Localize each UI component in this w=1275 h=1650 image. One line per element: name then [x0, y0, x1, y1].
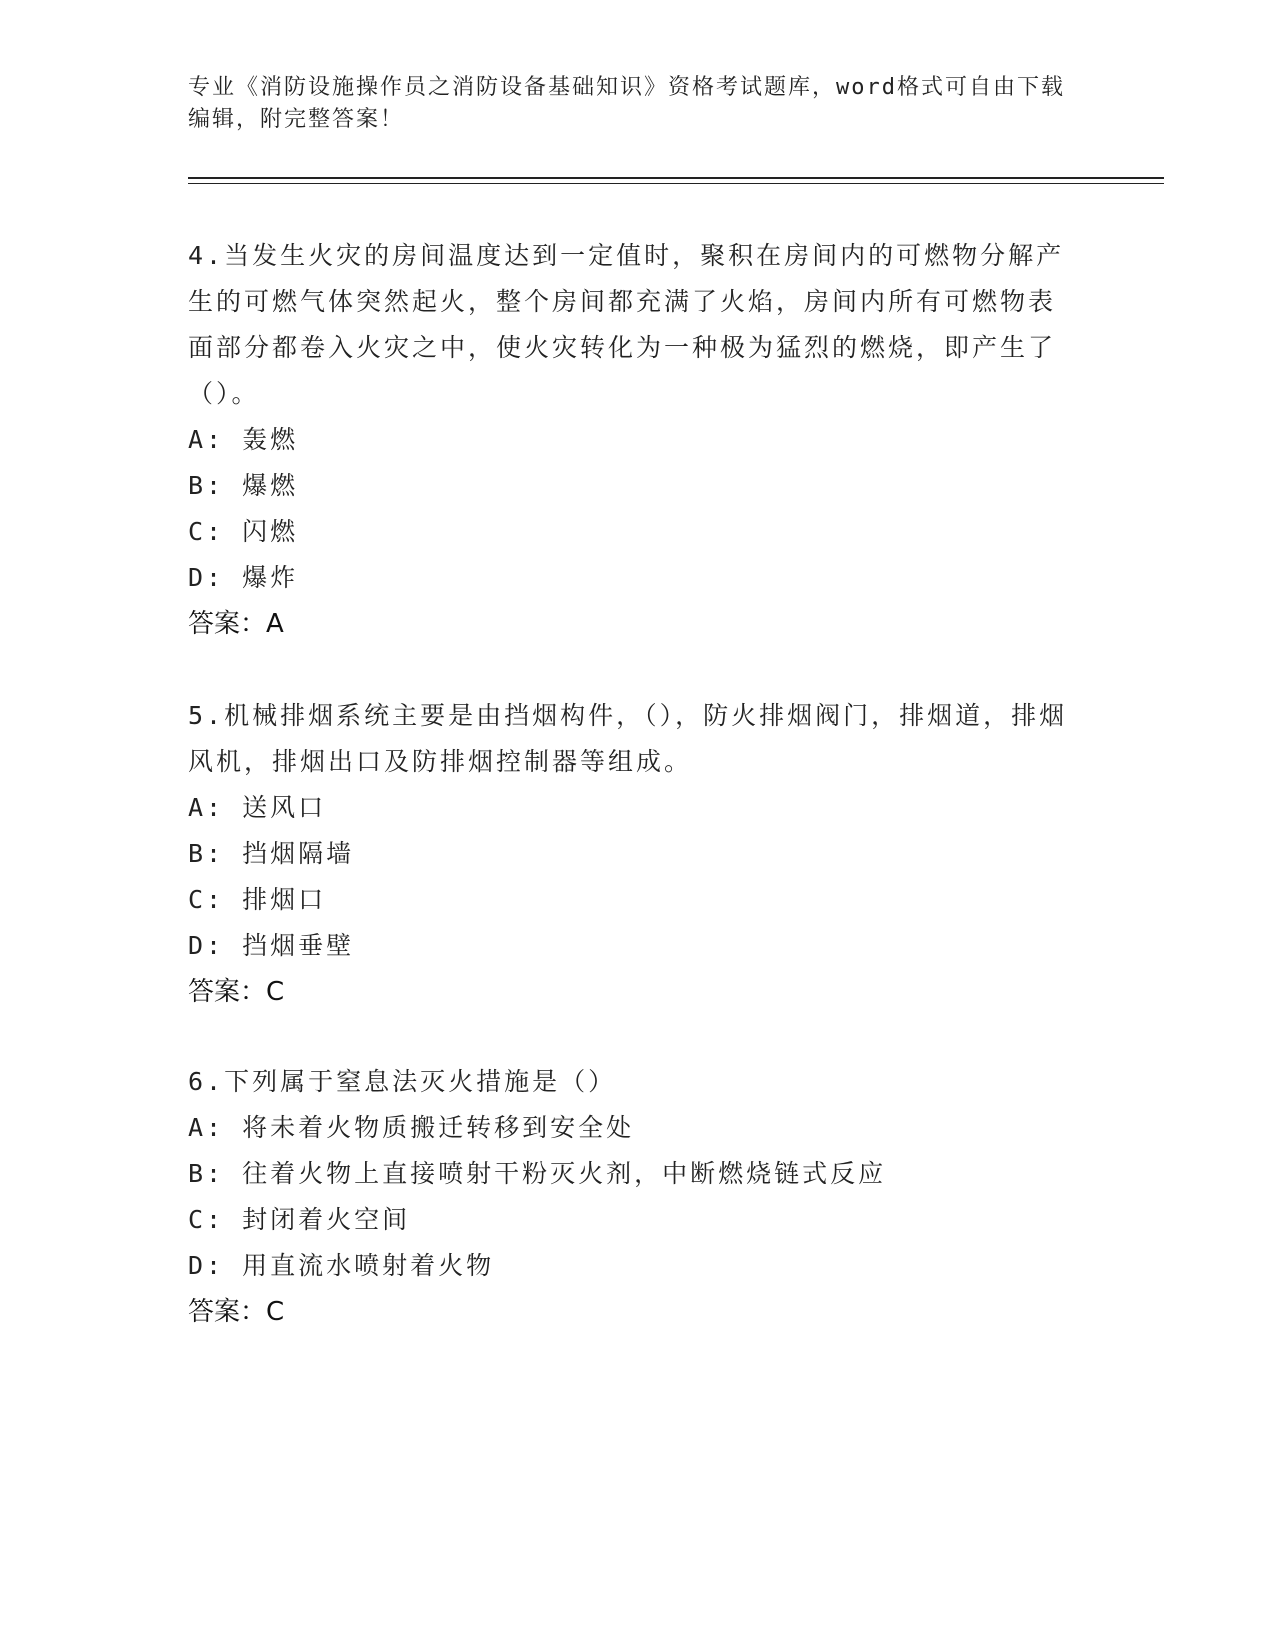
question-stem: 4.当发生火灾的房间温度达到一定值时，聚积在房间内的可燃物分解产生的可燃气体突然起火，整个房间都充满了火焰，房间内所有可燃物表面部分都卷入火灾之中，使火灾转化为一种极为猛烈的燃烧，即产生了（）。 — [188, 241, 1065, 408]
question-stem: 6.下列属于窒息法灭火措施是（） — [188, 1067, 617, 1096]
answer-label: 答案：C — [188, 977, 285, 1007]
option-b: B: 往着火物上直接喷射干粉灭火剂，中断燃烧链式反应 — [188, 1159, 887, 1188]
option-b: B: 挡烟隔墙 — [188, 839, 355, 868]
option-d: D: 爆炸 — [188, 563, 299, 592]
option-a: A: 送风口 — [188, 793, 327, 822]
option-c: C: 闪燃 — [188, 517, 299, 546]
header-divider-thick — [188, 177, 1164, 179]
option-a: A: 轰燃 — [188, 425, 299, 454]
question-6 — [188, 1059, 1068, 1335]
question-5 — [188, 693, 1068, 1015]
question-4 — [188, 233, 1068, 647]
question-stem: 5.机械排烟系统主要是由挡烟构件，（），防火排烟阀门，排烟道，排烟风机，排烟出口及防排烟控制器等组成。 — [188, 701, 1068, 776]
option-d: D: 挡烟垂壁 — [188, 931, 355, 960]
option-c: C: 排烟口 — [188, 885, 327, 914]
answer-label: 答案：A — [188, 609, 284, 639]
option-c: C: 封闭着火空间 — [188, 1205, 411, 1234]
option-d: D: 用直流水喷射着火物 — [188, 1251, 495, 1280]
answer-label: 答案：C — [188, 1297, 285, 1327]
option-b: B: 爆燃 — [188, 471, 299, 500]
document-header: 专业《消防设施操作员之消防设备基础知识》资格考试题库，word格式可自由下载编辑，附完整答案！ — [188, 75, 1065, 132]
header-divider-thin — [188, 183, 1164, 184]
option-a: A: 将未着火物质搬迁转移到安全处 — [188, 1113, 635, 1142]
